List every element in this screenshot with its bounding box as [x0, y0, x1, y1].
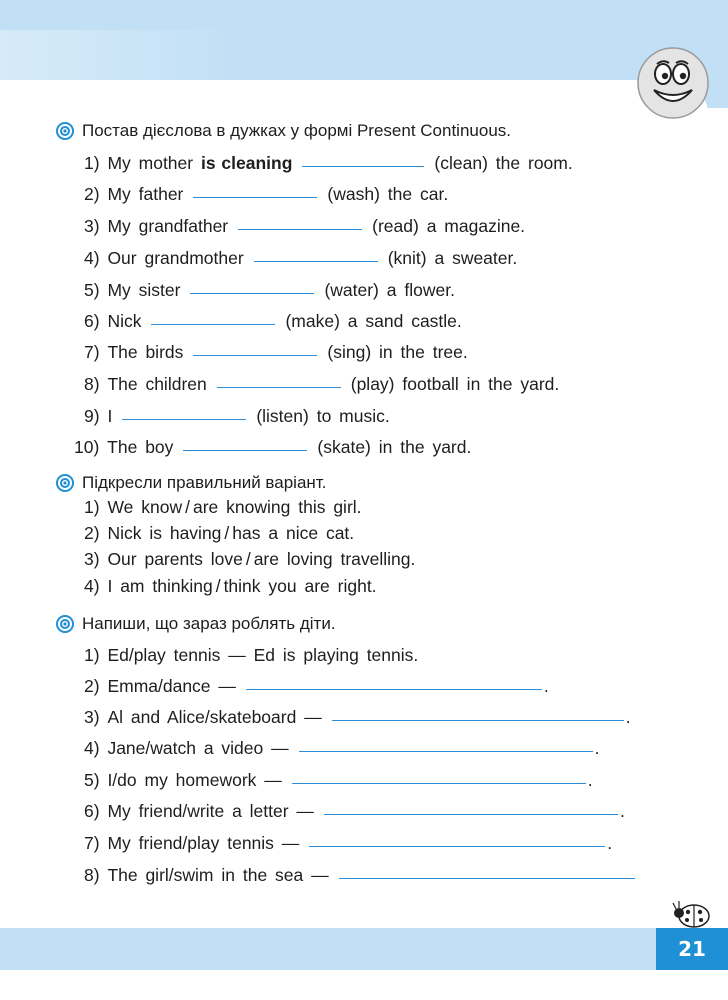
task1-item-6: 6) Nick (make) a sand castle.	[84, 311, 462, 331]
answer-blank[interactable]	[302, 166, 424, 167]
answer-blank[interactable]	[246, 689, 542, 690]
task2-item-2: 2) Nick is having / has a nice cat.	[84, 523, 355, 543]
task2-item-4: 4) I am thinking / think you are right.	[84, 576, 377, 596]
answer-blank[interactable]	[332, 720, 624, 721]
option-b[interactable]: has	[232, 523, 261, 543]
target-bullet-icon	[56, 122, 74, 140]
answer-blank[interactable]	[339, 878, 635, 879]
answer-blank[interactable]	[309, 846, 605, 847]
answer-blank[interactable]	[299, 751, 593, 752]
option-b[interactable]: think	[223, 576, 261, 596]
option-a[interactable]: am thinking	[120, 576, 213, 596]
task3-item-4: 4) Jane/watch a video — .	[84, 738, 600, 758]
task3-item-7: 7) My friend/play tennis — .	[84, 833, 613, 853]
task3-item-5: 5) I/do my homework — .	[84, 770, 593, 790]
smiley-mascot-icon	[636, 46, 710, 120]
task2-item-3: 3) Our parents love / are loving travelling.	[84, 549, 416, 569]
task3-item-3: 3) Al and Alice/skateboard — .	[84, 707, 631, 727]
task2-item-1: 1) We know / are knowing this girl.	[84, 497, 362, 517]
answer-blank[interactable]	[292, 783, 586, 784]
option-a[interactable]: is having	[149, 523, 222, 543]
target-bullet-icon	[56, 615, 74, 633]
task3-example: 1) Ed/play tennis — Ed is playing tennis.	[84, 645, 419, 665]
answer-blank[interactable]	[193, 197, 317, 198]
task2-instruction: Підкресли правильний варіант.	[82, 473, 327, 492]
answer-blank[interactable]	[324, 814, 618, 815]
task1-item-5: 5) My sister (water) a flower.	[84, 280, 455, 300]
target-bullet-icon	[56, 474, 74, 492]
task1-item-4: 4) Our grandmother (knit) a sweater.	[84, 248, 518, 268]
task1-item-1: 1) My mother is cleaning (clean) the room.	[84, 153, 573, 173]
option-b[interactable]: are loving	[253, 549, 333, 569]
answer-blank[interactable]	[151, 324, 275, 325]
answer-blank[interactable]	[122, 419, 246, 420]
task1-item-10: 10) The boy (skate) in the yard.	[74, 437, 472, 457]
task1-item-3: 3) My grandfather (read) a magazine.	[84, 216, 526, 236]
task3-instruction: Напиши, що зараз роблять діти.	[82, 614, 336, 633]
task1-item-2: 2) My father (wash) the car.	[84, 184, 449, 204]
option-b[interactable]: are knowing	[192, 497, 291, 517]
bottom-band	[0, 928, 728, 970]
answer-blank[interactable]	[190, 293, 314, 294]
task3-heading	[56, 614, 336, 634]
answer-blank[interactable]	[193, 355, 317, 356]
ladybug-icon	[670, 896, 714, 930]
task1-item-7: 7) The birds (sing) in the tree.	[84, 342, 468, 362]
task1-heading	[56, 121, 511, 141]
task3-item-8: 8) The girl/swim in the sea —	[84, 865, 645, 889]
answer-blank[interactable]	[183, 450, 307, 451]
task3-item-2: 2) Emma/dance — .	[84, 676, 549, 696]
answer-blank[interactable]	[238, 229, 362, 230]
example-answer: is cleaning	[200, 153, 293, 173]
option-a[interactable]: know	[141, 497, 183, 517]
task1-item-8: 8) The children (play) football in the yard.	[84, 374, 560, 394]
task1-item-9: 9) I (listen) to music.	[84, 406, 390, 426]
task2-heading	[56, 473, 326, 493]
answer-blank[interactable]	[254, 261, 378, 262]
answer-blank[interactable]	[217, 387, 341, 388]
page-number: 21	[656, 928, 728, 970]
task3-item-6: 6) My friend/write a letter — .	[84, 801, 625, 821]
option-a[interactable]: love	[210, 549, 243, 569]
example-answer: Ed is playing tennis.	[253, 645, 419, 665]
task1-instruction: Постав дієслова в дужках у формі Present Continuous.	[82, 121, 512, 140]
